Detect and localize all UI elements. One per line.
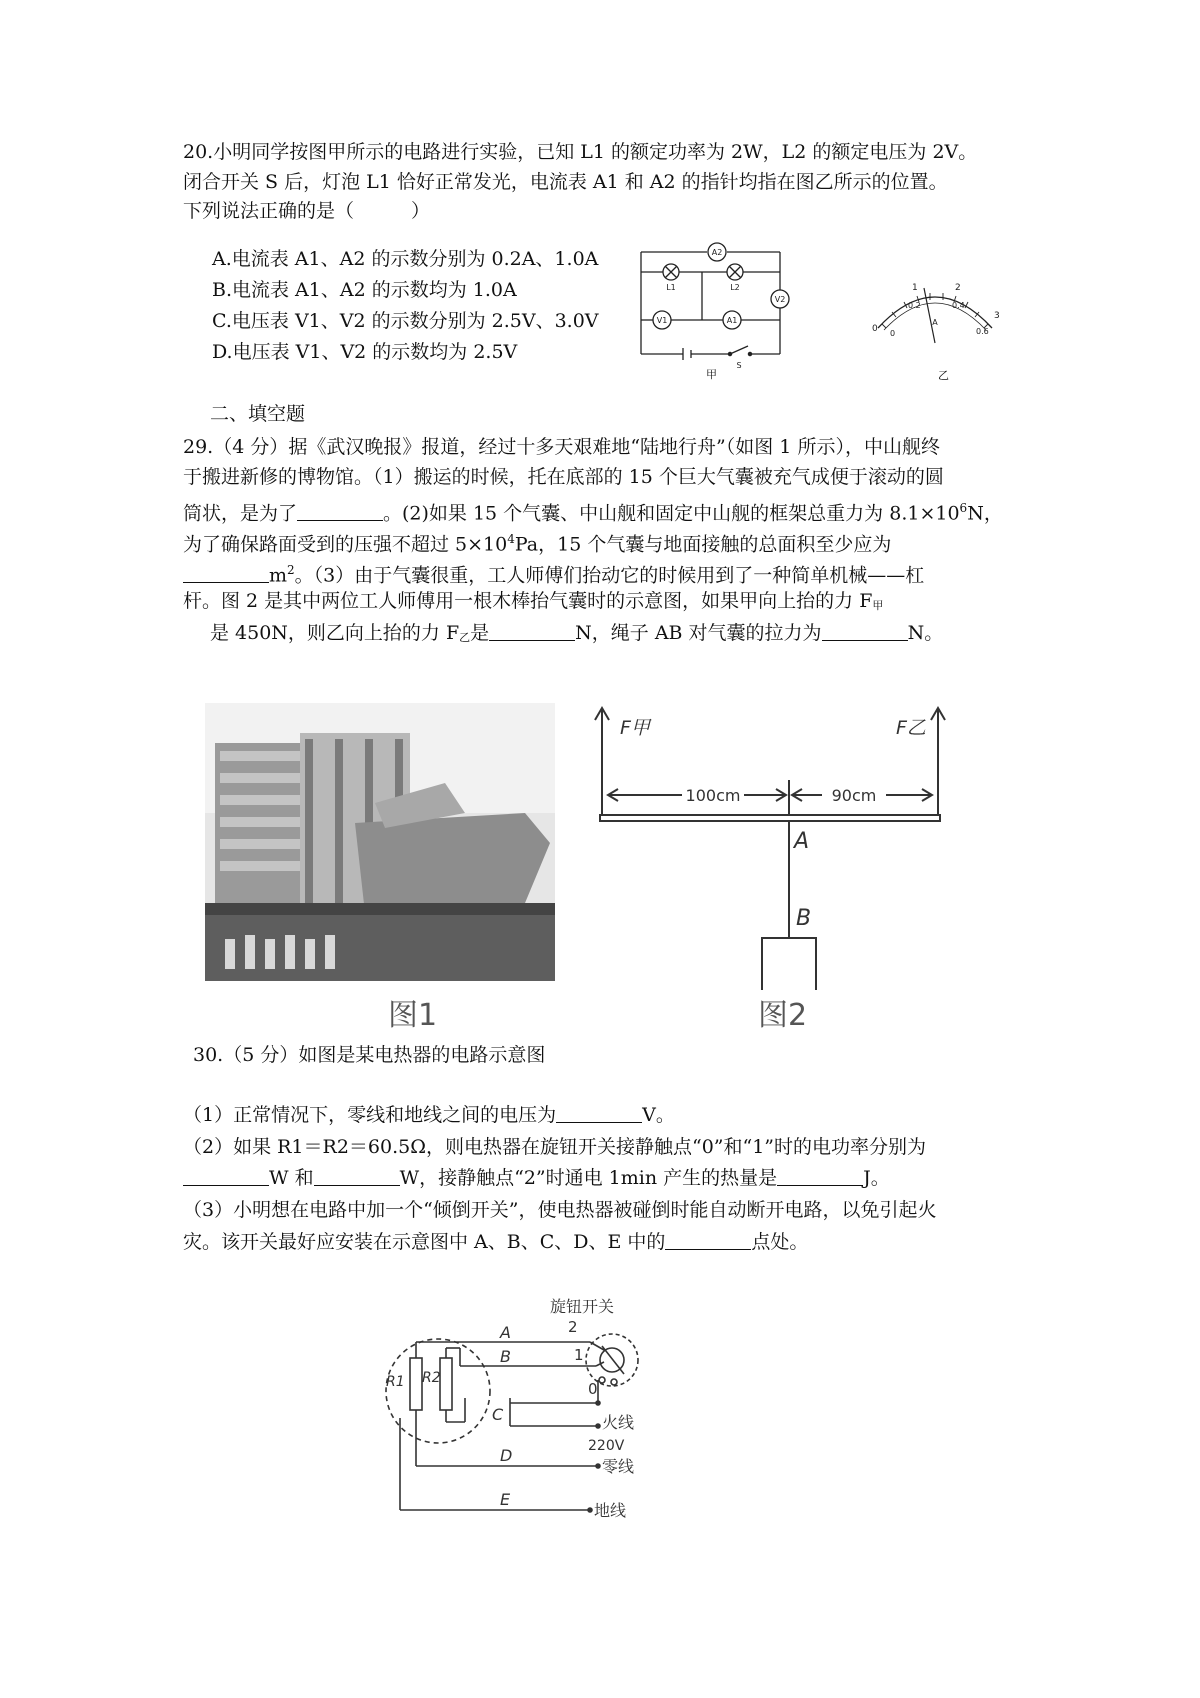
q29-line-7: 是 450N，则乙向上抬的力 F乙是 N，绳子 AB 对气囊的拉力为 N。 [210,622,944,644]
point-e: E [500,1490,511,1509]
figure-1-caption: 图1 [388,998,438,1033]
switch-s-icon [730,346,748,354]
needle-icon [924,288,935,343]
q29-line-1: 29.（4 分）据《武汉晚报》报道，经过十多天艰难地“陆地行舟”（如图 1 所示），中山舰终 [183,436,940,458]
q30-line-5: （3）小明想在电路中加一个“倾倒开关”，使电热器被碰倒时能自动断开电路，以免引起火 [183,1199,937,1221]
q20-line-3: 下列说法正确的是（ ） [183,200,431,222]
heater-circuit-diagram [380,1298,700,1554]
blank-3 [489,622,575,641]
inner-tick-0: 0 [890,329,896,338]
v2-label: V2 [774,295,786,304]
ship-museum-photo [205,703,555,981]
q29-line-2: 于搬进新修的博物馆。（1）搬运的时候，托在底部的 15 个巨大气囊被充气成便于滚动的圆 [183,466,944,488]
r1-label: R1 [386,1374,405,1390]
inner-tick-0-2: 0.2 [908,301,921,310]
circuit-caption-jia: 甲 [706,368,717,381]
section-title: 二、填空题 [210,403,306,425]
point-a: A [500,1323,511,1342]
neutral-wire-label: 零线 [602,1457,635,1476]
blank-8 [777,1167,863,1186]
a1-label: A1 [726,316,738,325]
inner-tick-0-4: 0.4 [952,301,965,310]
switch-title: 旋钮开关 [550,1298,615,1316]
a2-label: A2 [711,248,723,257]
blank-9 [665,1231,751,1250]
v1-label: V1 [656,316,668,325]
q29-line-6: 杆。图 2 是其中两位工人师傅用一根木棒抬气囊时的示意图，如果甲向上抬的力 F甲 [183,590,884,612]
blank-6 [183,1167,269,1186]
force-yi-label: F乙 [896,717,926,739]
blank-1 [297,502,383,521]
right-length-label: 90cm [831,786,877,805]
point-d: D [500,1446,513,1465]
outer-tick-3: 3 [994,311,1000,321]
q20-option-c: C.电压表 V1、V2 的示数分别为 2.5V、3.0V [212,310,599,332]
lever-diagram [590,700,950,990]
force-jia-label: F甲 [620,717,650,739]
q20-option-a: A.电流表 A1、A2 的示数分别为 0.2A、1.0A [212,248,599,270]
ground-wire-label: 地线 [594,1501,627,1520]
q30-line-4: W 和 W，接静触点“2”时通电 1min 产生的热量是 J。 [183,1163,890,1193]
q29-line-4: 为了确保路面受到的压强不超过 $5\times 10^4Pa$，15 个气囊与地面接触的总面积至少应为 [183,532,892,556]
q20-option-b: B.电流表 A1、A2 的示数均为 1.0A [212,279,517,301]
point-a-label: A [794,829,810,854]
point-b: B [500,1347,511,1366]
q20-line-2: 闭合开关 S 后，灯泡 L1 恰好正常发光，电流表 A1 和 A2 的指针均指在图乙所示的位置。 [183,171,948,193]
meter-caption-yi: 乙 [938,369,949,382]
voltage-label: 220V [588,1438,625,1454]
contact-0: 0 [588,1380,598,1398]
q29-line-3: 筒状，是为了 。(2)如果 15 个气囊、中山舰和固定中山舰的框架总重力为 $8.1\times 10^6N$， [183,501,1003,525]
circuit-diagram-jia [635,240,795,380]
outer-tick-1: 1 [912,283,918,293]
q29-line-5: $m^2$。（3）由于气囊很重，工人师傅们抬动它的时候用到了一种简单机械——杠 [183,555,924,590]
q30-line-2: （1）正常情况下，零线和地线之间的电压为 V。 [183,1104,675,1126]
contact-1: 1 [574,1346,584,1364]
q30-line-3: （2）如果 R1＝R2＝60.5Ω，则电热器在旋钮开关接静触点“0”和“1”时的电功率分别为 [183,1136,927,1158]
meter-unit: A [932,318,938,327]
blank-4 [822,622,908,641]
left-length-label: 100cm [685,786,741,805]
inner-tick-0-6: 0.6 [976,327,989,336]
l1-label: L1 [666,283,676,292]
point-b-label: B [796,906,812,931]
outer-tick-0: 0 [872,324,878,334]
ammeter-dial-yi [860,268,1010,346]
q30-line-1: 30.（5 分）如图是某电热器的电路示意图 [193,1044,546,1066]
q20-option-d: D.电压表 V1、V2 的示数均为 2.5V [212,341,518,363]
q30-line-6: 灾。该开关最好应安装在示意图中 A、B、C、D、E 中的 点处。 [183,1231,809,1253]
live-wire-label: 火线 [602,1413,635,1432]
blank-2 [183,564,269,583]
point-c: C [492,1405,504,1424]
blank-5 [556,1104,642,1123]
r2-label: R2 [422,1370,441,1386]
q20-line-1: 20.小明同学按图甲所示的电路进行实验，已知 L1 的额定功率为 2W，L2 的额定电压为 2V。 [183,141,978,163]
s-label: S [736,361,742,370]
blank-7 [314,1167,400,1186]
contact-2: 2 [568,1318,578,1336]
outer-tick-2: 2 [955,283,961,293]
heater-enclosure [386,1339,490,1443]
figure-2-caption: 图2 [758,998,808,1033]
l2-label: L2 [730,283,740,292]
